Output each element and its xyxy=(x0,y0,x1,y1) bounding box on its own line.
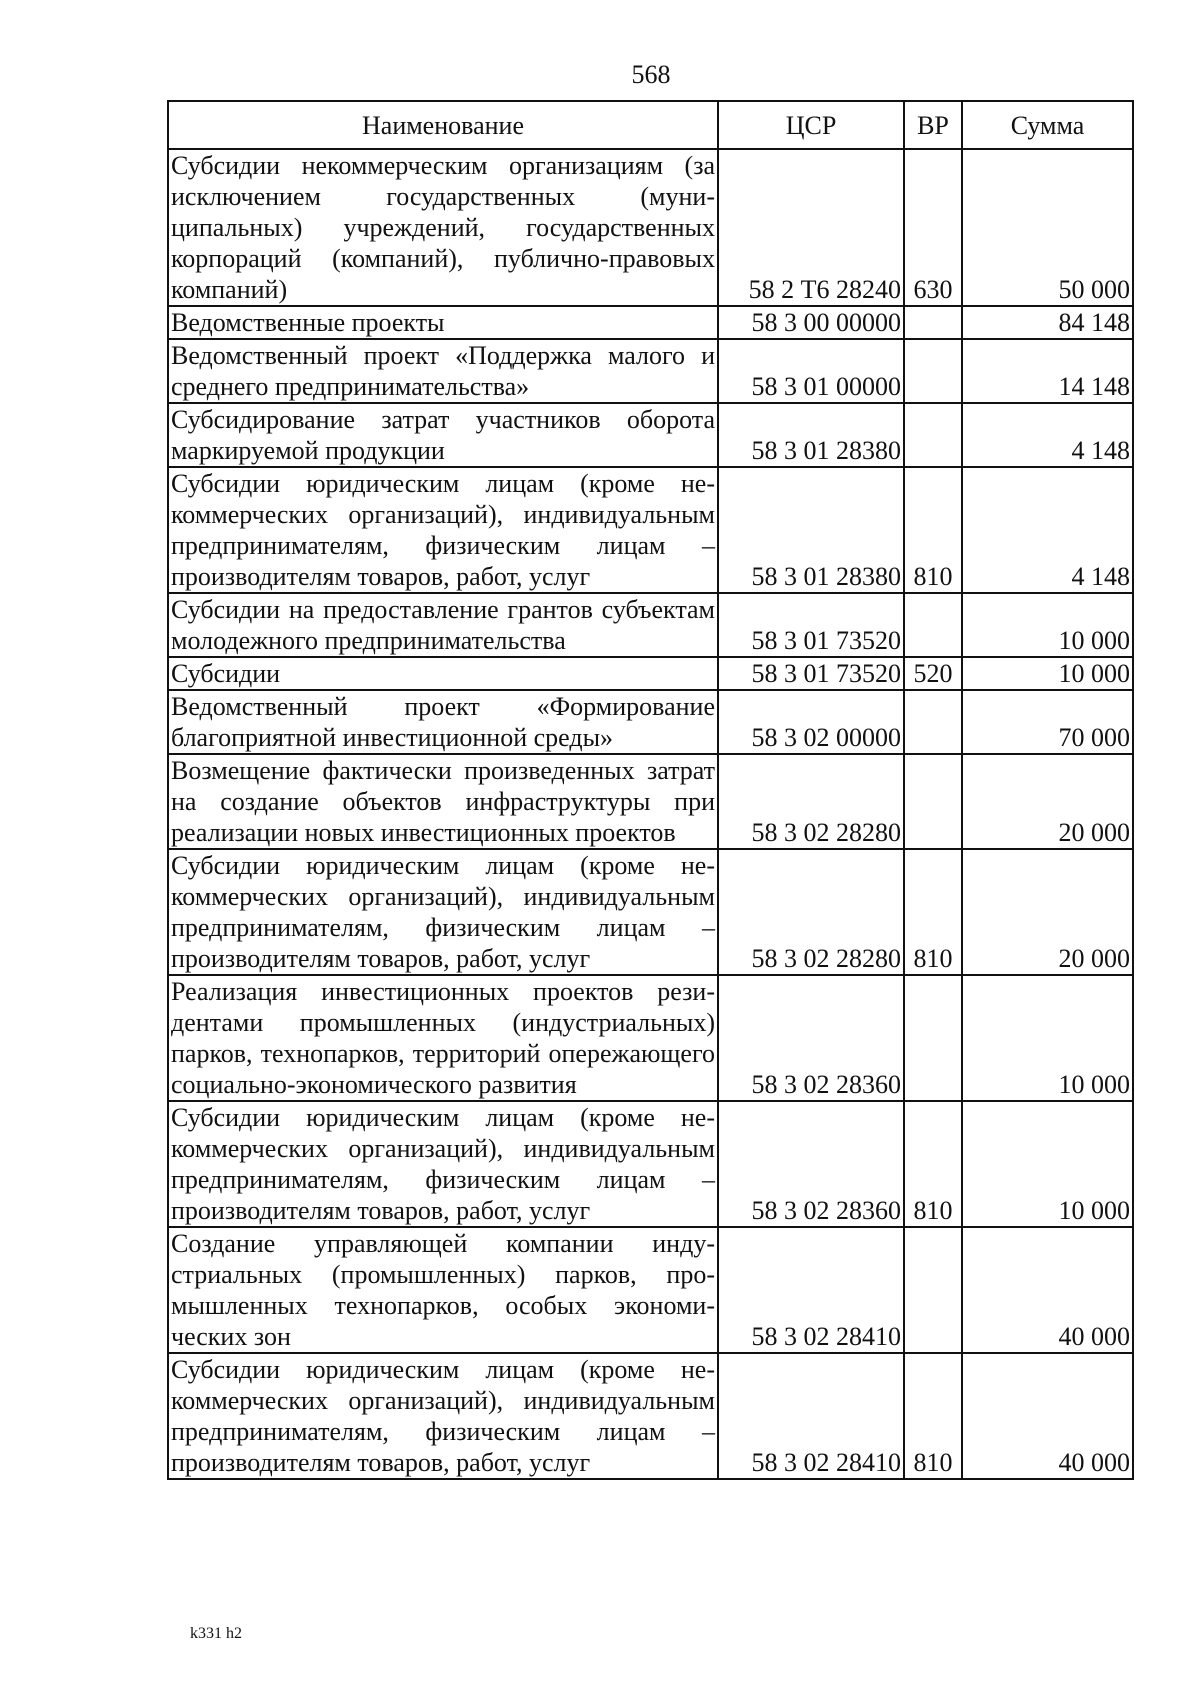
cell-vr xyxy=(904,403,962,467)
header-sum: Сумма xyxy=(962,101,1133,149)
cell-csr: 58 3 01 73520 xyxy=(718,593,904,657)
cell-name: Субсидирование затрат участников оборота маркируемой продукции xyxy=(168,403,718,467)
cell-csr: 58 3 02 00000 xyxy=(718,690,904,754)
cell-csr: 58 3 02 28360 xyxy=(718,1101,904,1227)
table-row xyxy=(168,975,1133,1101)
table-row xyxy=(168,849,1133,975)
cell-csr: 58 3 01 00000 xyxy=(718,339,904,403)
header-vr: ВР xyxy=(904,101,962,149)
cell-sum: 4 148 xyxy=(962,467,1133,593)
cell-name: Субсидии на предоставление грантов субъектам молодежного предпринимательства xyxy=(168,593,718,657)
cell-sum: 10 000 xyxy=(962,1101,1133,1227)
table-row xyxy=(168,403,1133,467)
table-row xyxy=(168,1353,1133,1479)
cell-csr: 58 3 01 28380 xyxy=(718,467,904,593)
table-row xyxy=(168,1101,1133,1227)
cell-name: Субсидии xyxy=(168,657,718,690)
cell-name: Создание управляющей компании индустриальных (промышленных) парков, промышленных технопарков, особых экономических зон xyxy=(168,1227,718,1353)
cell-name: Ведомственные проекты xyxy=(168,306,718,339)
cell-vr: 810 xyxy=(904,467,962,593)
table-row xyxy=(168,306,1133,339)
cell-vr: 520 xyxy=(904,657,962,690)
budget-table xyxy=(167,100,1134,1480)
table-row xyxy=(168,754,1133,849)
cell-csr: 58 3 00 00000 xyxy=(718,306,904,339)
cell-name: Возмещение фактически произведенных затрат на создание объектов инфраструктуры при реализации новых инвестиционных проектов xyxy=(168,754,718,849)
page-number: 568 xyxy=(631,60,671,89)
cell-sum: 70 000 xyxy=(962,690,1133,754)
cell-name: Субсидии юридическим лицам (кроме некоммерческих организаций), индивидуальным предпринимателям, физическим лицам – производителям товаров, работ, услуг xyxy=(168,1101,718,1227)
cell-sum: 50 000 xyxy=(962,149,1133,306)
cell-vr: 810 xyxy=(904,849,962,975)
table-row xyxy=(168,339,1133,403)
header-csr: ЦСР xyxy=(718,101,904,149)
cell-csr: 58 3 02 28410 xyxy=(718,1353,904,1479)
table-row xyxy=(168,657,1133,690)
cell-sum: 10 000 xyxy=(962,975,1133,1101)
document-code: k331 h2 xyxy=(190,1625,242,1642)
cell-sum: 40 000 xyxy=(962,1227,1133,1353)
cell-name: Субсидии юридическим лицам (кроме некоммерческих организаций), индивидуальным предпринимателям, физическим лицам – производителям товаров, работ, услуг xyxy=(168,1353,718,1479)
table-row xyxy=(168,1227,1133,1353)
cell-sum: 14 148 xyxy=(962,339,1133,403)
cell-vr xyxy=(904,1227,962,1353)
table-row xyxy=(168,149,1133,306)
cell-sum: 84 148 xyxy=(962,306,1133,339)
cell-vr xyxy=(904,975,962,1101)
cell-sum: 20 000 xyxy=(962,754,1133,849)
cell-sum: 10 000 xyxy=(962,593,1133,657)
cell-vr xyxy=(904,306,962,339)
cell-name: Субсидии некоммерческим организациям (за исключением государственных (муниципальных) учреждений, государственных корпораций (компаний), публично-правовых компаний) xyxy=(168,149,718,306)
cell-sum: 10 000 xyxy=(962,657,1133,690)
cell-name: Субсидии юридическим лицам (кроме некоммерческих организаций), индивидуальным предпринимателям, физическим лицам – производителям товаров, работ, услуг xyxy=(168,849,718,975)
table-row xyxy=(168,467,1133,593)
cell-vr: 810 xyxy=(904,1101,962,1227)
cell-vr xyxy=(904,593,962,657)
cell-sum: 4 148 xyxy=(962,403,1133,467)
cell-name: Субсидии юридическим лицам (кроме некоммерческих организаций), индивидуальным предпринимателям, физическим лицам – производителям товаров, работ, услуг xyxy=(168,467,718,593)
cell-csr: 58 3 02 28280 xyxy=(718,754,904,849)
table-header-row xyxy=(168,101,1133,149)
cell-name: Ведомственный проект «Поддержка малого и среднего предпринимательства» xyxy=(168,339,718,403)
cell-vr xyxy=(904,754,962,849)
cell-csr: 58 3 01 28380 xyxy=(718,403,904,467)
cell-csr: 58 3 02 28280 xyxy=(718,849,904,975)
cell-sum: 20 000 xyxy=(962,849,1133,975)
cell-csr: 58 3 01 73520 xyxy=(718,657,904,690)
cell-csr: 58 2 Т6 28240 xyxy=(718,149,904,306)
cell-vr: 810 xyxy=(904,1353,962,1479)
cell-name: Реализация инвестиционных проектов резидентами промышленных (индустриальных) парков, технопарков, территорий опережающего социально-экономического развития xyxy=(168,975,718,1101)
header-name: Наименование xyxy=(168,101,718,149)
cell-csr: 58 3 02 28360 xyxy=(718,975,904,1101)
cell-name: Ведомственный проект «Формирование благоприятной инвестиционной среды» xyxy=(168,690,718,754)
cell-vr: 630 xyxy=(904,149,962,306)
cell-vr xyxy=(904,339,962,403)
cell-vr xyxy=(904,690,962,754)
cell-csr: 58 3 02 28410 xyxy=(718,1227,904,1353)
table-row xyxy=(168,593,1133,657)
cell-sum: 40 000 xyxy=(962,1353,1133,1479)
table-row xyxy=(168,690,1133,754)
